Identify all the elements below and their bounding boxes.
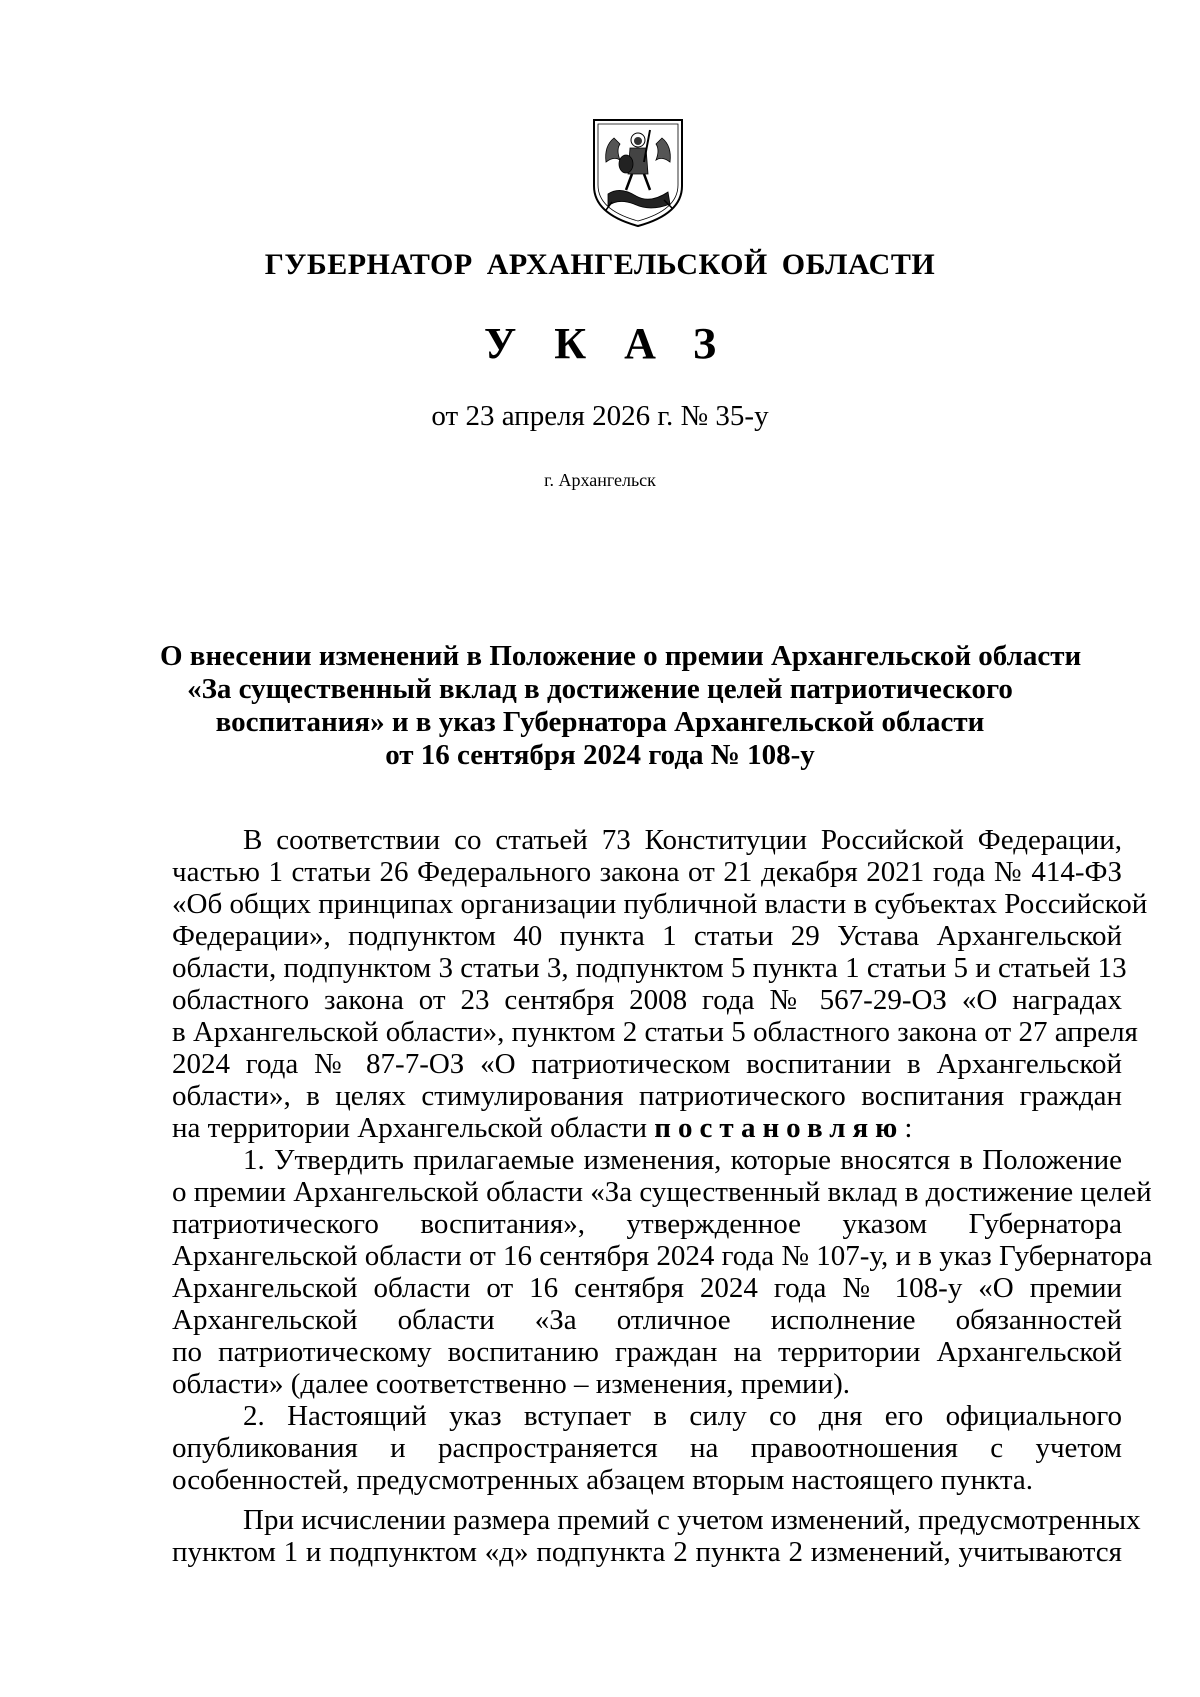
text-line: «Об общих принципах организации публичной власти в субъектах Российской [172, 888, 1148, 920]
document-body [172, 824, 1153, 1568]
issuing-authority: ГУБЕРНАТОР АРХАНГЕЛЬСКОЙ ОБЛАСТИ [264, 248, 936, 281]
text-line: Архангельской области от 16 сентября 2024 года № 107-у, и в указ Губернатора [172, 1240, 1153, 1272]
text-line: пунктом 1 и подпунктом «д» подпункта 2 пункта 2 изменений, учитываются [172, 1536, 1122, 1568]
text-line: 2024 года № 87-7-ОЗ «О патриотическом воспитании в Архангельской [172, 1048, 1122, 1080]
text-line: о премии Архангельской области «За существенный вклад в достижение целей [172, 1176, 1152, 1208]
text-line: частью 1 статьи 26 Федерального закона от 21 декабря 2021 года № 414-ФЗ [172, 856, 1122, 888]
subject-line: воспитания» и в указ Губернатора Архангельской области [215, 706, 985, 738]
document-place: г. Архангельск [544, 470, 656, 490]
text-line: Архангельской области от 16 сентября 2024 года № 108-у «О премии [172, 1272, 1122, 1304]
text-line: При исчислении размера премий с учетом изменений, предусмотренных [243, 1504, 1141, 1536]
text-fragment: на территории Архангельской области [172, 1112, 655, 1144]
item-1-paragraph [172, 1144, 1153, 1400]
text-line: области», в целях стимулирования патриотического воспитания граждан [172, 1080, 1122, 1112]
item-2-paragraph [172, 1400, 1122, 1496]
text-line: области» (далее соответственно – изменения, премии). [172, 1368, 851, 1400]
subject-line: О внесении изменений в Положение о премии Архангельской области [160, 640, 1082, 672]
text-line: в Архангельской области», пунктом 2 статьи 5 областного закона от 27 апреля [172, 1016, 1138, 1048]
document-date-number: от 23 апреля 2026 г. № 35-у [431, 400, 769, 432]
text-line: Федерации», подпунктом 40 пункта 1 статьи 29 Устава Архангельской [172, 920, 1122, 952]
document-type-title: УКАЗ [483, 319, 755, 368]
document-subject [160, 640, 1082, 772]
preamble-paragraph [172, 824, 1148, 1144]
subject-line: от 16 сентября 2024 года № 108-у [385, 739, 815, 771]
item-2-second-paragraph [172, 1504, 1141, 1568]
text-line [172, 1112, 1122, 1144]
paragraph-gap [172, 1496, 1122, 1504]
text-line: Архангельской области «За отличное исполнение обязанностей [172, 1304, 1122, 1336]
coat-of-arms-icon [590, 116, 686, 230]
text-line: по патриотическому воспитанию граждан на территории Архангельской [172, 1336, 1122, 1368]
text-fragment: : [904, 1112, 913, 1144]
text-line: особенностей, предусмотренных абзацем вторым настоящего пункта. [172, 1464, 1033, 1496]
text-line: опубликования и распространяется на правоотношения с учетом [172, 1432, 1122, 1464]
resolves-word: постановляю [654, 1112, 905, 1144]
text-line: 1. Утвердить прилагаемые изменения, которые вносятся в Положение [243, 1144, 1122, 1176]
text-line: области, подпунктом 3 статьи 3, подпунктом 5 пункта 1 статьи 5 и статьей 13 [172, 952, 1127, 984]
text-line: областного закона от 23 сентября 2008 года № 567-29-ОЗ «О наградах [172, 984, 1122, 1016]
text-line: В соответствии со статьей 73 Конституции Российской Федерации, [243, 824, 1122, 856]
text-line: 2. Настоящий указ вступает в силу со дня его официального [243, 1400, 1122, 1432]
text-line: патриотического воспитания», утвержденное указом Губернатора [172, 1208, 1122, 1240]
subject-line: «За существенный вклад в достижение целей патриотического [187, 673, 1013, 705]
